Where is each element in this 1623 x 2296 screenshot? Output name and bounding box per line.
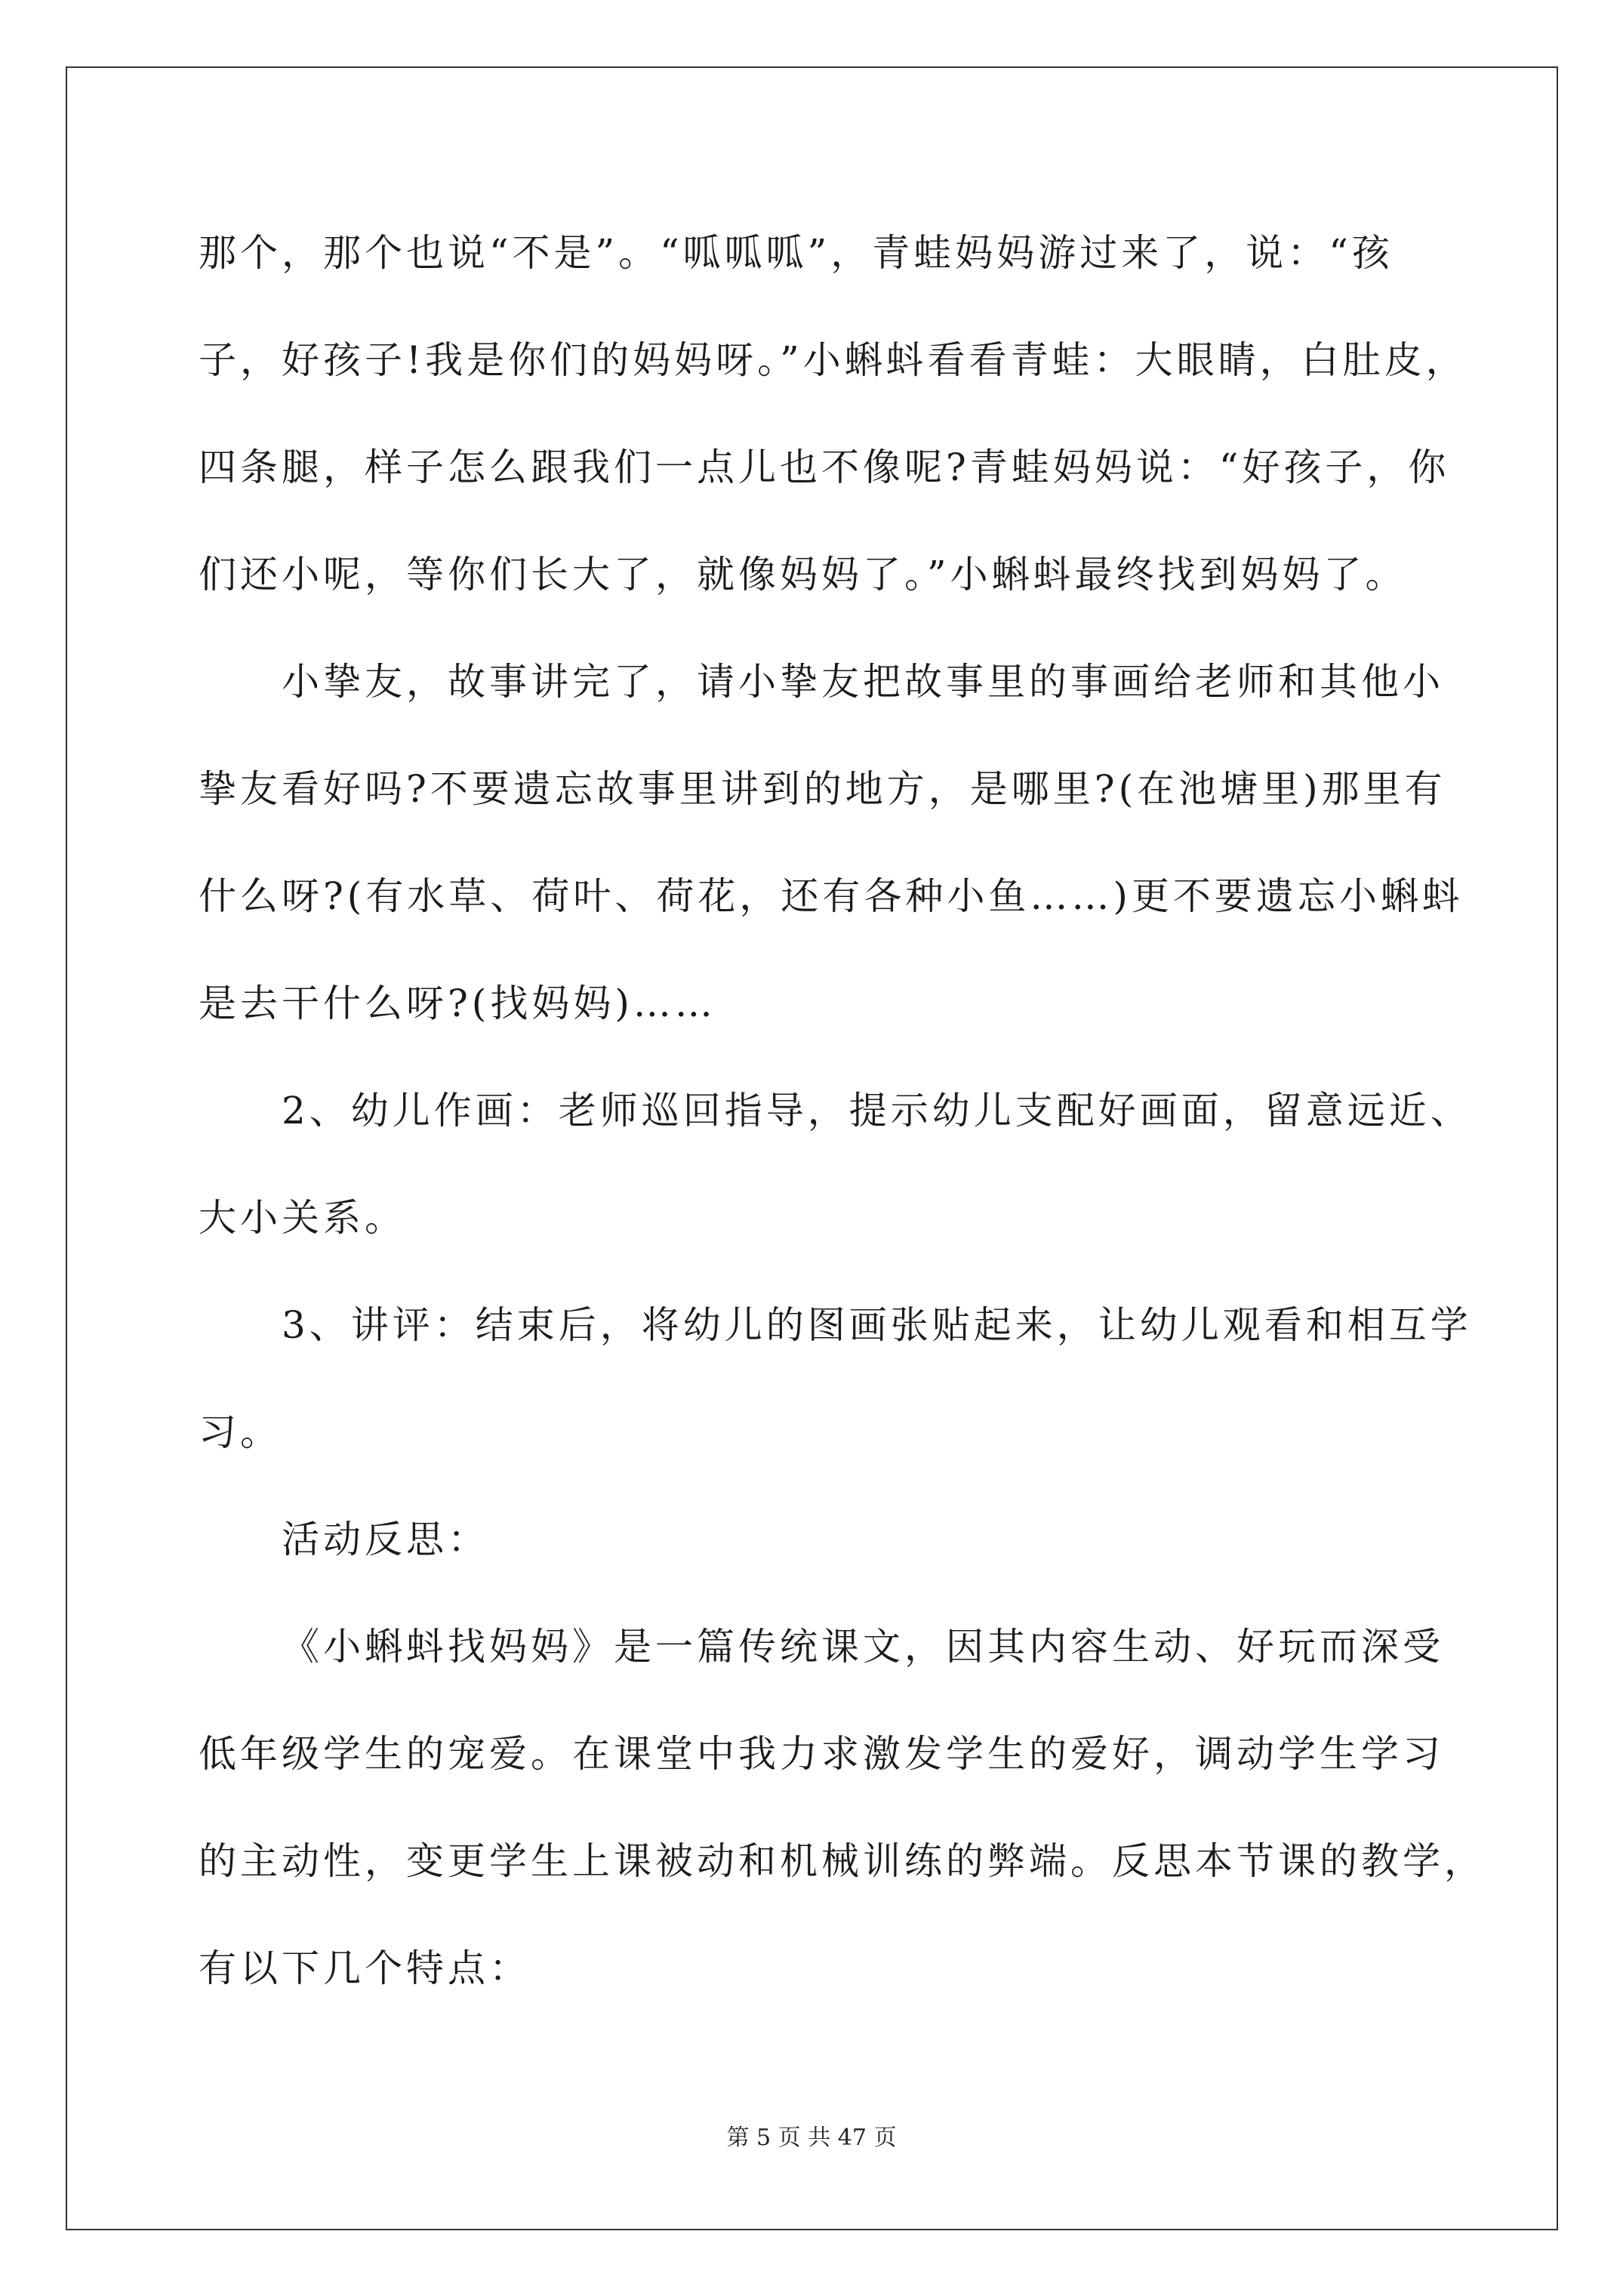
text-line: 那个，那个也说“不是”。“呱呱呱”，青蛙妈妈游过来了，说：“孩 (199, 231, 1394, 275)
paragraph-first-line: 《小蝌蚪找妈妈》是一篇传统课文，因其内容生动、好玩而深受 (282, 1625, 1444, 1669)
text-line: 的主动性，变更学生上课被动和机械训练的弊端。反思本节课的教学， (199, 1839, 1486, 1883)
text-line: 什么呀?(有水草、荷叶、荷花，还有各种小鱼……)更不要遗忘小蝌蚪 (199, 874, 1464, 918)
text-line: 挚友看好吗?不要遗忘故事里讲到的地方，是哪里?(在池塘里)那里有 (199, 767, 1446, 811)
section-heading: 活动反思： (282, 1518, 489, 1561)
page-number: 第 5 页 共 47 页 (726, 2125, 897, 2151)
text-line: 子，好孩子!我是你们的妈妈呀。”小蝌蚪看看青蛙：大眼睛，白肚皮， (199, 338, 1467, 382)
text-line: 们还小呢，等你们长大了，就像妈妈了。”小蝌蚪最终找到妈妈了。 (199, 553, 1407, 596)
page-border (66, 66, 1558, 2230)
paragraph-first-line: 小挚友，故事讲完了，请小挚友把故事里的事画给老师和其他小 (282, 660, 1444, 704)
text-line: 低年级学生的宠爱。在课堂中我力求激发学生的爱好，调动学生学习 (199, 1732, 1444, 1776)
text-line: 是去干什么呀?(找妈妈)…… (199, 982, 716, 1025)
text-line: 大小关系。 (199, 1196, 406, 1240)
paragraph-first-line: 3、讲评：结束后，将幼儿的图画张贴起来，让幼儿观看和相互学 (282, 1303, 1472, 1347)
paragraph-first-line: 2、幼儿作画：老师巡回指导，提示幼儿支配好画面，留意远近、 (282, 1089, 1472, 1133)
page-footer (0, 2123, 1623, 2153)
text-line: 有以下几个特点： (199, 1946, 531, 1990)
text-line: 四条腿，样子怎么跟我们一点儿也不像呢?青蛙妈妈说：“好孩子，你 (199, 445, 1450, 489)
text-line: 习。 (199, 1410, 282, 1454)
